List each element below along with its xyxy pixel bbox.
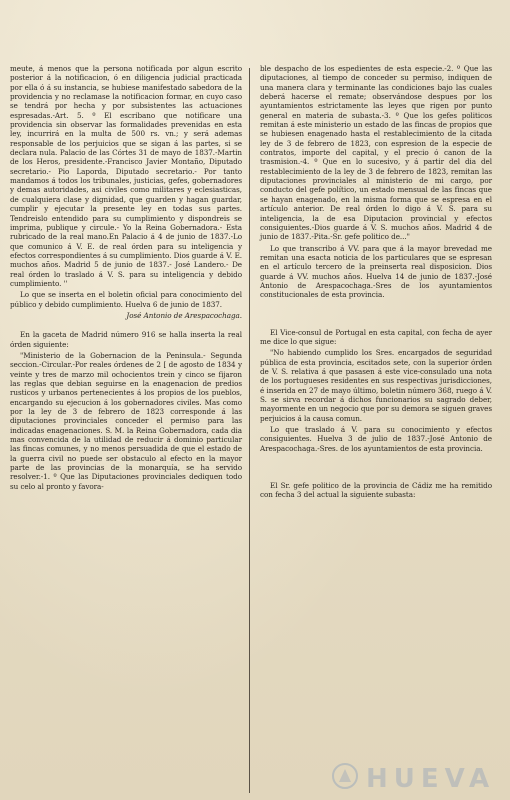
cadiz-auction-intro: El Sr. gefe politico de la provincia de Cádiz me ha remitido con fecha 3 del actual la siguiente subasta: bbox=[260, 481, 492, 500]
transfer-notice: Lo que traslado á V. para su conocimiento y efectos consiguientes. Huelva 3 de julio de 1837.-José Antonio de Arespacochaga.-Sres. de los ayuntamientos de esta provincia. bbox=[260, 425, 492, 453]
vice-consul-letter: "No habiendo cumplido los Sres. encargados de seguridad pública de esta provincia, escitados sete, con la superior órden de V. S. relativa á que pasasen á este vice-consulado una nota de los portugueses residentes en sus respectivas jurisdicciones, é inserida en 27 de mayo último, boletin número 368, ruego á V. S. se sirva recordar á dichos funcionarios su sagrado deber, mayormente en un negocio que por su demora se siguen graves perjuicios á la causa comun. bbox=[260, 348, 492, 423]
left-column bbox=[10, 64, 242, 493]
publication-notice-paragraph: Lo que se inserta en el boletin oficial para conocimiento del público y debido cumplimiento. Huelva 6 de junio de 1837. bbox=[10, 290, 242, 309]
vice-consul-intro: El Vice-consul de Portugal en esta capital, con fecha de ayer me dice lo que sigue: bbox=[260, 327, 492, 346]
right-column bbox=[260, 64, 492, 502]
transcription-notice: Lo que transcribo á VV. para que á la mayor brevedad me remitan una esacta noticia de los particulares que se espresan en el artículo tercero de la preinserta real disposicion. Dios guarde á VV. muchos años. Huelva 14 de junio de 1837.-José Antonio de Arespacochaga.-Sres de los ayuntamientos constitucionales de esta provincia. bbox=[260, 243, 492, 300]
library-logo-icon bbox=[331, 762, 359, 790]
gazette-intro-paragraph: En la gaceta de Madrid número 916 se halla inserta la real órden siguiente: bbox=[10, 330, 242, 349]
column-divider bbox=[249, 68, 250, 793]
signature-arespacochaga: José Antonio de Arespacochaga. bbox=[126, 310, 242, 320]
law-text-paragraph: meute, á menos que la persona notificada por algun escrito posterior á la notificacion, ó en diligencia judicial practicada por ella ó á su instancia, se hubiese manifestado sabedora de la providencia y no reclamase la notificacion formar, en cuyo caso se tendrá por hecha y por subsistentes las actuaciones espresadas.-Art. 5. º El escribano que notificare una providencia sin observar las formalidades prevenidas en esta ley, incurrirá en la multa de 500 rs. vn.; y será ademas responsable de los perjuicios que se sigan á las partes, si se declara nula. Palacio de las Córtes 31 de mayo de 1837.-Martin de los Heros, presidente.-Francisco Javier Montaño, Diputado secretario.- Pio Laporda, Diputado secretario.- Por tanto mandamos á todos los tribunales, justicias, gefes, gobernadores y demas autoridades, asi civiles como militares y eclesiasticas, de cualquiera clase y dignidad, que guarden y hagan guardar, cumplir y ejecutar la presente ley en todas sus partes. Tendreislo entendido para su cumplimiento y dispondreis se imprima, publique y circule.- Yo la Reina Gobernadora.- Esta rubricado de la real mano.En Palacio á 4 de junio de 1837.-Lo que comunico á V. E. de real órden para su inteligencia y efectos correspondientes á su cumplimiento. Dios guarde á V. E. muchos años. Madrid 5 de junio de 1837.- José Landero.- De real órden lo traslado á V. S. para su inteligencia y debido cumplimiento. '' bbox=[10, 64, 242, 288]
royal-order-continuation: ble despacho de los espedientes de esta especie.-2. º Que las diputaciones, al tiempo de conceder su permiso, indiquen de una manera clara y terminante las condiciones bajo las cuales deberá hacerse el remate; observándose despues por los ayuntamientos estrictamente las leyes que rigen por punto general en materia de subasta.-3. º Que los gefes politicos remitan á este ministerio un estado de las fincas de propios que se hubiesen enagenado hasta el restablecimiento de la citada ley de 3 de febrero de 1823, con espresion de la especie de contratos, importe del capital, y el precio ó canon de la trasmision.-4. º Que en lo sucesivo, y á partir del dia del restablecimiento de la ley de 3 de febrero de 1823, remitan las diputaciones provinciales al ministerio de mi cargo, por conducto del gefe político, un estado mensual de las fincas que se hayan enagenado, en la misma forma que se espresa en el artículo anterior. De real órden lo digo á V. S. para su inteligencia, la de esa Diputacion provincial y efectos consiguientes.-Dios guarde á V. S. muchos años. Madrid 4 de junio de 1837.-Pita.-Sr. gefe politico de..." bbox=[260, 64, 492, 242]
royal-order-paragraph: "Ministerio de la Gobernacion de la Peninsula.- Segunda seccion.-Circular.-Por reales órdenes de 2 [ de agosto de 1834 y veinte y tres de marzo mil ochocientos trein y cinco se fijaron las reglas que debian seguirse en la enagenacion de predios rusticos y urbanos pertenecientes á los propios de los pueblos, encargando su ejecucion á los gobernadores civiles. Mas como por la ley de 3 de febrero de 1823 corresponde á las diputaciones provinciales conceder el permiso para las indicadas enagenaciones. S. M. la Reina Gobernadora, cada dia mas convencida de la utilidad de reducir á dominio particular las fincas comunes, y no menos persuadida de que el estado de la guerra civil no puede ser obstaculo al efecto en la mayor parte de las provincias de la monarquía, se ha servido resolver.-1. º Que las Diputaciones provinciales dediquen todo su celo al pronto y favora- bbox=[10, 350, 242, 491]
watermark-logo: HUEVA bbox=[366, 764, 496, 794]
